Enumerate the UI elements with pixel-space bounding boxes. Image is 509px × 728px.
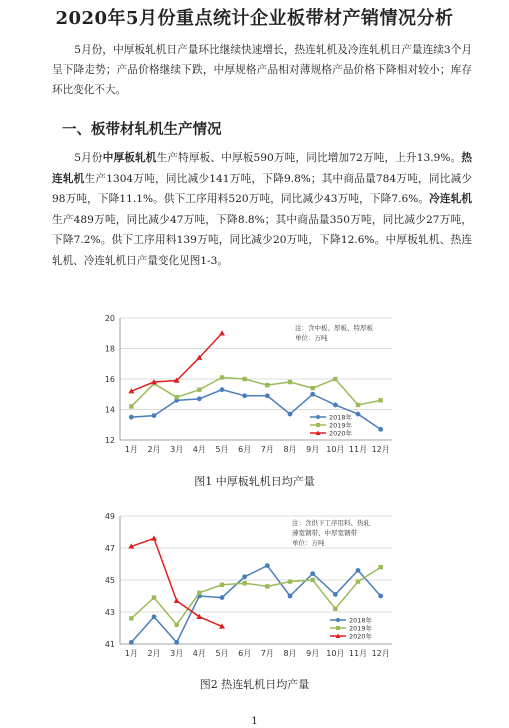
chart-note: 薄宽钢带、中厚宽钢带 — [292, 529, 357, 537]
data-point — [197, 387, 201, 391]
data-point — [242, 581, 246, 585]
x-tick-label: 5月 — [215, 445, 229, 454]
production-paragraph — [52, 148, 472, 271]
data-point — [378, 398, 382, 402]
chart-2-hot-strip-daily-output — [100, 508, 400, 658]
data-point — [288, 380, 292, 384]
data-point — [265, 393, 270, 398]
legend-label: 2018年 — [349, 616, 373, 625]
y-tick-label: 47 — [104, 544, 115, 553]
data-point — [288, 579, 292, 583]
chart-note: 注：含供下工序用料、热轧 — [292, 519, 370, 527]
y-tick-label: 16 — [104, 375, 115, 384]
data-point — [265, 383, 269, 387]
data-point — [152, 413, 157, 418]
series-line-2019年 — [131, 377, 380, 406]
data-point — [378, 594, 383, 599]
data-point — [356, 412, 361, 417]
data-point — [152, 595, 156, 599]
data-point — [310, 386, 314, 390]
data-point — [310, 578, 314, 582]
x-tick-label: 2月 — [147, 649, 161, 658]
x-tick-label: 5月 — [215, 649, 229, 658]
data-point — [356, 579, 360, 583]
data-point — [242, 393, 247, 398]
x-tick-label: 8月 — [283, 649, 297, 658]
x-tick-label: 2月 — [147, 445, 161, 454]
chart-1-medium-plate-daily-output — [100, 309, 400, 464]
chart-2-svg — [100, 508, 400, 658]
data-point — [288, 594, 293, 599]
data-point — [152, 614, 157, 619]
y-tick-label: 18 — [104, 344, 115, 354]
chart-note: 单位：万吨 — [292, 539, 325, 547]
data-point — [333, 592, 338, 597]
data-point — [129, 616, 133, 620]
data-point — [129, 404, 133, 408]
y-tick-label: 14 — [104, 405, 115, 415]
data-point — [333, 607, 337, 611]
paragraph-text: 5月份 — [74, 152, 103, 164]
data-point — [129, 640, 134, 645]
x-tick-label: 1月 — [124, 649, 138, 658]
intro-paragraph: 5月份，中厚板轧机日产量环比继续快速增长，热连轧机及冷连轧机日产量连续3个月呈下降走势；产品价格继续下跌，中厚规格产品相对薄规格产品价格下降相对较小；库存环比变化不大。 — [52, 44, 472, 96]
data-point — [197, 591, 201, 595]
chart-1-svg — [100, 309, 400, 464]
legend-label: 2018年 — [329, 413, 353, 422]
data-point — [288, 412, 293, 417]
data-point — [151, 535, 157, 540]
paragraph-keyword: 冷连轧机 — [429, 193, 473, 205]
data-point — [378, 565, 382, 569]
x-tick-label: 9月 — [306, 649, 320, 658]
data-point — [356, 568, 361, 573]
x-tick-label: 6月 — [238, 649, 252, 658]
data-point — [174, 623, 178, 627]
x-tick-label: 6月 — [238, 445, 252, 454]
data-point — [220, 387, 225, 392]
legend-label: 2020年 — [349, 632, 373, 641]
section-heading: 一、板带材轧机生产情况 — [62, 121, 222, 138]
data-point — [174, 395, 178, 399]
x-tick-label: 4月 — [192, 445, 206, 454]
data-point — [174, 640, 179, 645]
x-tick-label: 3月 — [170, 649, 184, 658]
data-point — [242, 377, 246, 381]
legend-marker — [316, 423, 320, 427]
data-point — [378, 427, 383, 432]
series-line-2020年 — [131, 538, 222, 626]
page-number: 1 — [251, 716, 258, 727]
data-point — [333, 403, 338, 408]
data-point — [220, 583, 224, 587]
y-tick-label: 41 — [104, 640, 115, 649]
paragraph-keyword: 热连轧机 — [52, 152, 473, 185]
legend-label: 2019年 — [349, 624, 373, 633]
x-tick-label: 11月 — [348, 445, 368, 454]
x-tick-label: 7月 — [260, 445, 274, 454]
data-point — [310, 392, 315, 397]
x-tick-label: 9月 — [306, 445, 320, 454]
x-tick-label: 3月 — [170, 445, 184, 454]
legend-label: 2019年 — [329, 421, 353, 430]
data-point — [265, 563, 270, 568]
chart-note: 单位：万吨 — [295, 334, 328, 342]
data-point — [174, 598, 180, 603]
x-tick-label: 1月 — [124, 445, 138, 454]
data-point — [129, 415, 134, 420]
data-point — [242, 574, 247, 579]
data-point — [356, 403, 360, 407]
chart-note: 注：含中板、厚板、特厚板 — [295, 324, 373, 332]
data-point — [333, 377, 337, 381]
legend-marker — [336, 626, 340, 630]
x-tick-label: 12月 — [371, 445, 390, 454]
y-tick-label: 20 — [104, 314, 115, 323]
chart-2-caption: 图2 热连轧机日均产量 — [199, 678, 310, 691]
data-point — [219, 330, 225, 335]
legend-marker — [316, 415, 320, 419]
data-point — [220, 375, 224, 379]
paragraph-text: 生产489万吨，同比减少47万吨，下降8.8%；其中商品量350万吨，同比减少27万吨，下降7.2%。供下工序用料139万吨，同比减少20万吨，下降12.6%。中厚板轧机、热连轧机、冷连轧机日产量变化见图1-3。 — [52, 213, 472, 267]
chart-1-caption: 图1 中厚板轧机日均产量 — [194, 475, 315, 488]
data-point — [265, 584, 269, 588]
paragraph-text: 生产特厚板、中厚板590万吨，同比增加72万吨，上升13.9%。 — [156, 152, 462, 164]
x-tick-label: 12月 — [371, 649, 390, 658]
y-tick-label: 43 — [104, 608, 115, 617]
x-tick-label: 4月 — [192, 649, 206, 658]
data-point — [197, 396, 202, 401]
y-tick-label: 45 — [104, 576, 115, 585]
data-point — [310, 571, 315, 576]
document-title: 2020年5月份重点统计企业板带材产销情况分析 — [55, 8, 454, 29]
paragraph-text: 生产1304万吨，同比减少141万吨，下降9.8%；其中商品量784万吨，同比减少98万吨，下降11.1%。供下工序用料520万吨，同比减少43万吨，下降7.6%。 — [52, 172, 473, 205]
data-point — [220, 595, 225, 600]
x-tick-label: 7月 — [260, 649, 274, 658]
x-tick-label: 8月 — [283, 445, 297, 454]
legend-marker — [336, 618, 340, 622]
paragraph-keyword: 中厚板轧机 — [102, 152, 157, 164]
x-tick-label: 10月 — [326, 649, 345, 658]
y-tick-label: 12 — [104, 436, 115, 445]
series-line-2019年 — [131, 567, 380, 625]
x-tick-label: 10月 — [326, 445, 345, 454]
legend-label: 2020年 — [329, 429, 353, 438]
y-tick-label: 49 — [104, 512, 115, 521]
x-tick-label: 11月 — [348, 649, 368, 658]
